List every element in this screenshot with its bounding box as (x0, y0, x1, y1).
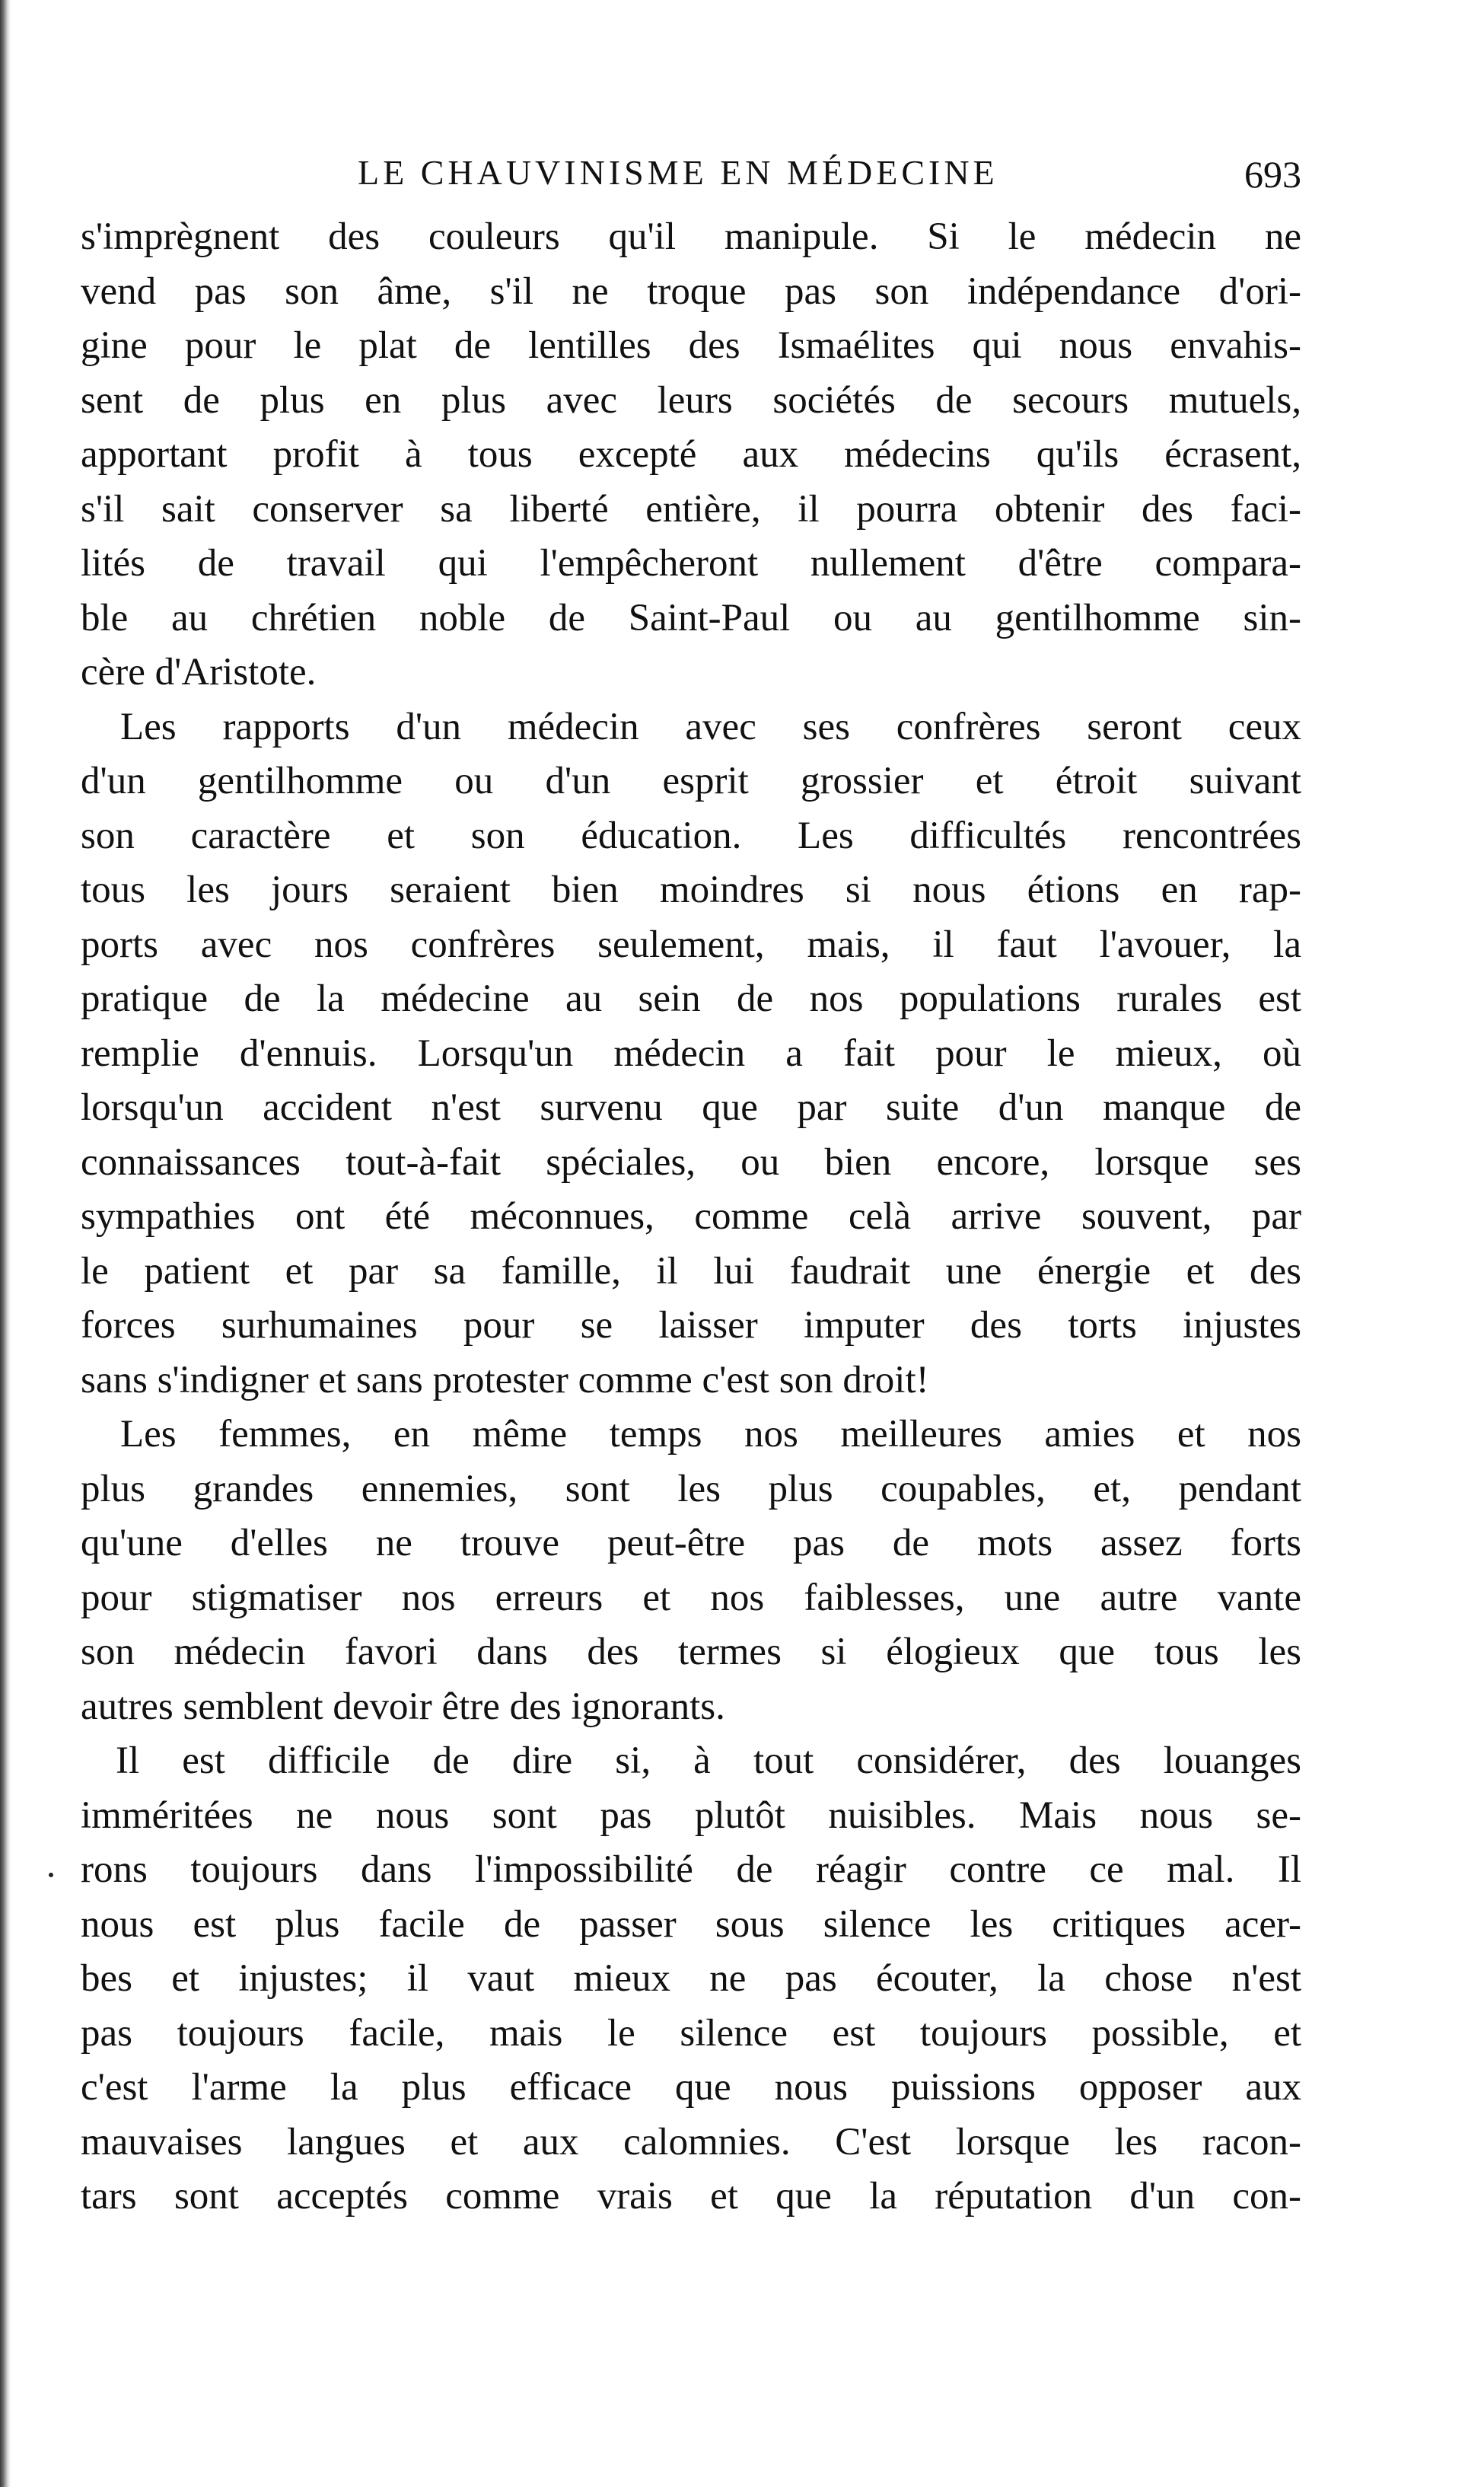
text-line: sympathies ont été méconnues, comme celà arrive souvent, par (81, 1195, 1301, 1238)
text-line: forces surhumaines pour se laisser imputer des torts injustes (81, 1304, 1301, 1347)
text-line: vend pas son âme, s'il ne troque pas son indépendance d'ori- (81, 269, 1301, 313)
text-line: lités de travail qui l'empêcheront nullement d'être compara- (81, 542, 1301, 585)
text-line: tous les jours seraient bien moindres si nous étions en rap- (81, 869, 1301, 911)
paragraph-first-line: Il est difficile de dire si, à tout considérer, des louanges (116, 1739, 1301, 1782)
text-line: pas toujours facile, mais le silence est toujours possible, et (81, 2011, 1301, 2055)
text-line: ble au chrétien noble de Saint-Paul ou au gentilhomme sin- (81, 596, 1301, 639)
text-line: rons toujours dans l'impossibilité de réagir contre ce mal. Il (81, 1848, 1301, 1891)
text-line: qu'une d'elles ne trouve peut-être pas de mots assez forts (81, 1522, 1301, 1564)
paragraph-first-line: Les rapports d'un médecin avec ses confrères seront ceux (120, 705, 1301, 748)
text-line: lorsqu'un accident n'est survenu que par suite d'un manque de (81, 1086, 1301, 1129)
margin-dot (49, 1873, 53, 1877)
text-line: nous est plus facile de passer sous silence les critiques acer- (81, 1902, 1301, 1946)
text-line: tars sont acceptés comme vrais et que la réputation d'un con- (81, 2175, 1301, 2218)
text-line: le patient et par sa famille, il lui faudrait une énergie et des (81, 1249, 1301, 1293)
text-line: pratique de la médecine au sein de nos populations rurales est (81, 977, 1301, 1020)
text-line: plus grandes ennemies, sont les plus coupables, et, pendant (81, 1467, 1301, 1510)
text-line: bes et injustes; il vaut mieux ne pas écouter, la chose n'est (81, 1957, 1301, 2000)
page-header (358, 152, 1301, 206)
text-line: son caractère et son éducation. Les difficultés rencontrées (81, 814, 1301, 857)
text-line: gine pour le plat de lentilles des Ismaélites qui nous envahis- (81, 324, 1301, 367)
body-text (81, 210, 1301, 2224)
text-line: s'il sait conserver sa liberté entière, il pourra obtenir des faci- (81, 487, 1301, 531)
text-line: c'est l'arme la plus efficace que nous puissions opposer aux (81, 2066, 1301, 2109)
text-line: sent de plus en plus avec leurs sociétés de secours mutuels, (81, 378, 1301, 422)
page-binding-edge (0, 0, 11, 2487)
text-line: ports avec nos confrères seulement, mais, il faut l'avouer, la (81, 923, 1301, 966)
page-number: 693 (1244, 153, 1301, 196)
running-title: LE CHAUVINISME EN MÉDECINE (358, 153, 998, 192)
text-line: pour stigmatiser nos erreurs et nos faiblesses, une autre vante (81, 1576, 1301, 1619)
text-line: son médecin favori dans des termes si élogieux que tous les (81, 1631, 1301, 1673)
text-line: imméritées ne nous sont pas plutôt nuisibles. Mais nous se- (81, 1794, 1301, 1837)
paragraph-first-line: Les femmes, en même temps nos meilleures amies et nos (120, 1413, 1301, 1456)
text-line: connaissances tout-à-fait spéciales, ou bien encore, lorsque ses (81, 1140, 1301, 1184)
text-line: mauvaises langues et aux calomnies. C'est lorsque les racon- (81, 2120, 1301, 2163)
text-line: apportant profit à tous excepté aux médecins qu'ils écrasent, (81, 433, 1301, 476)
text-line: cère d'Aristote. (81, 651, 317, 693)
text-line: remplie d'ennuis. Lorsqu'un médecin a fait pour le mieux, où (81, 1031, 1301, 1075)
text-line: autres semblent devoir être des ignorants. (81, 1685, 725, 1728)
text-line: s'imprègnent des couleurs qu'il manipule. Si le médecin ne (81, 215, 1301, 258)
text-line: sans s'indigner et sans protester comme c'est son droit! (81, 1358, 929, 1401)
text-line: d'un gentilhomme ou d'un esprit grossier et étroit suivant (81, 760, 1301, 802)
